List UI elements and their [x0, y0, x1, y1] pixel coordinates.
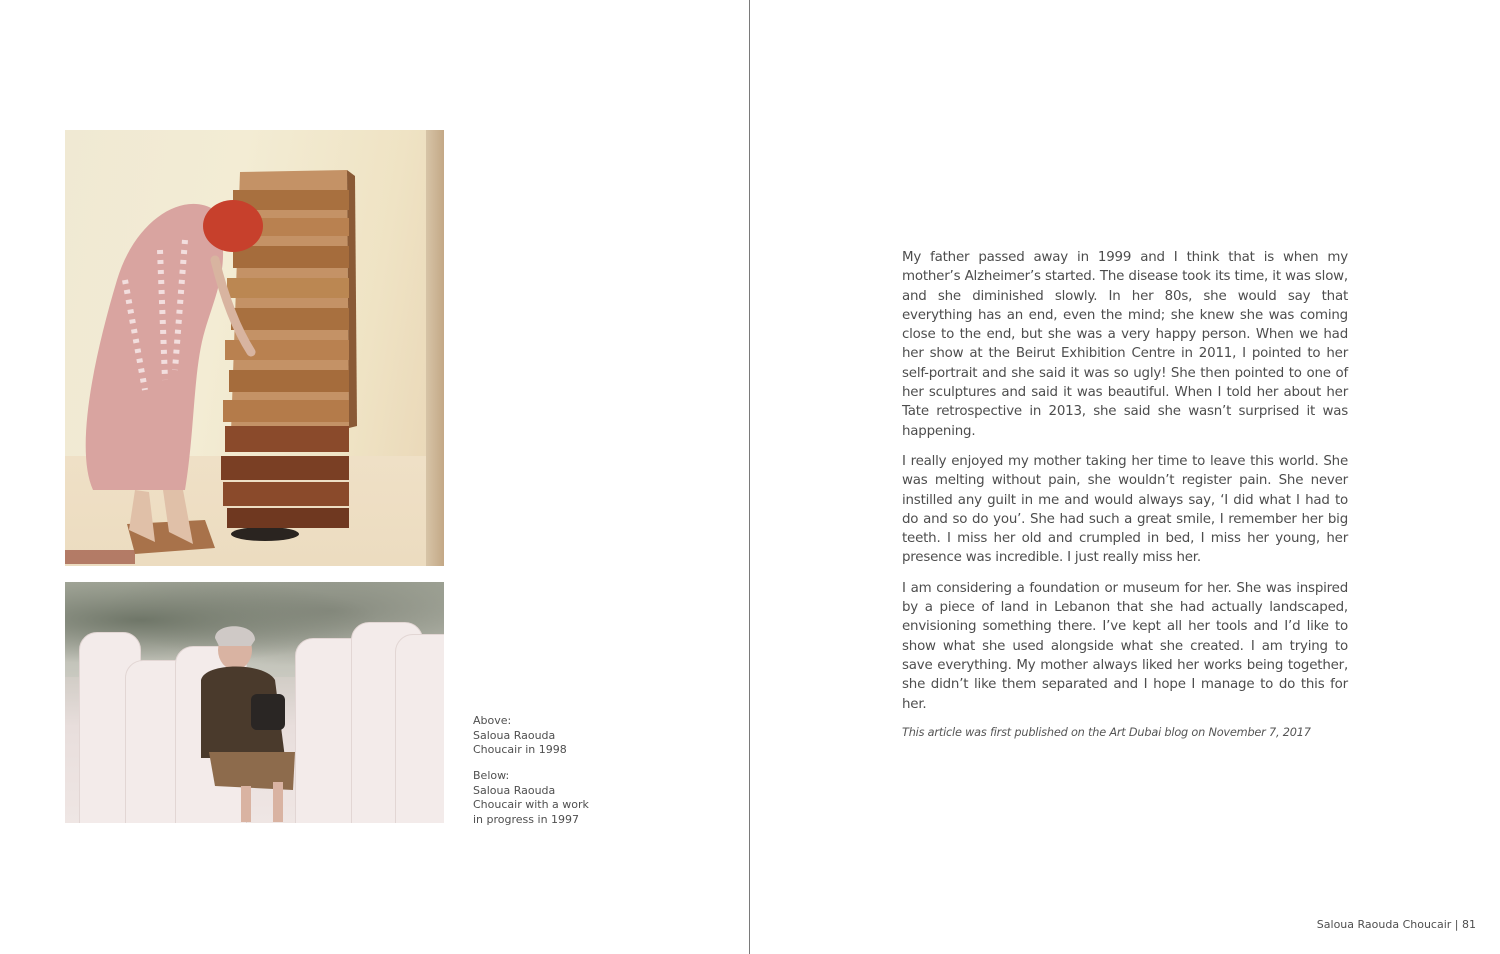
article-paragraph: My father passed away in 1999 and I think that is when my mother’s Alzheimer’s started. The disease took its time, it was slow, and she diminished slowly. In her 80s, she would say that everything has an end, even the mind; she knew she was coming close to the end, but she was a very happy person. When we had her show at the Beirut Exhibition Centre in 2011, I pointed to her self-portrait and she said it was so ugly! She then pointed to one of her sculptures and said it was beautiful. When I told her about her Tate retrospective in 2013, she said she wasn’t surprised it was happening. [902, 250, 1348, 439]
caption-below-label: Below: [473, 769, 510, 782]
caption-below [473, 769, 603, 827]
caption-below-line: Saloua Raouda [473, 783, 556, 797]
page-folio: Saloua Raouda Choucair | 81 [1316, 918, 1476, 931]
left-page [0, 0, 749, 954]
seated-figure-illustration [65, 582, 444, 823]
article-source-note: This article was first published on the Art Dubai blog on November 7, 2017 [902, 725, 1311, 739]
photo-artist-seated-on-sculpture [65, 582, 444, 823]
caption-below-line: Choucair with a work [473, 798, 589, 811]
caption-above-line: Choucair in 1998 [473, 743, 567, 756]
caption-above [473, 714, 603, 758]
article-body [902, 248, 1348, 751]
photo-artist-carving-sculpture [65, 130, 444, 566]
sculpture-scene-illustration [65, 130, 444, 566]
caption-below-line: in progress in 1997 [473, 812, 580, 826]
caption-above-line: Saloua Raouda [473, 728, 556, 742]
article-paragraph: I really enjoyed my mother taking her time to leave this world. She was melting without pain, she wouldn’t register pain. She never instilled any guilt in me and would always say, ‘I did what I had to do and so do you’. She had such a great smile, I remember her big teeth. I miss her old and crumpled in bed, I miss her young, her presence was incredible. I just really miss her. [902, 453, 1348, 566]
article-paragraph: I am considering a foundation or museum for her. She was inspired by a piece of land in Lebanon that she had actually landscaped, envisioning something there. I’ve kept all her tools and I’d like to show what she used alongside what she created. I am trying to save everything. My mother always liked her works being together, she didn’t like them separated and I hope I manage to do this for her. [902, 580, 1348, 712]
right-page [750, 0, 1500, 954]
caption-above-label: Above: [473, 714, 512, 727]
